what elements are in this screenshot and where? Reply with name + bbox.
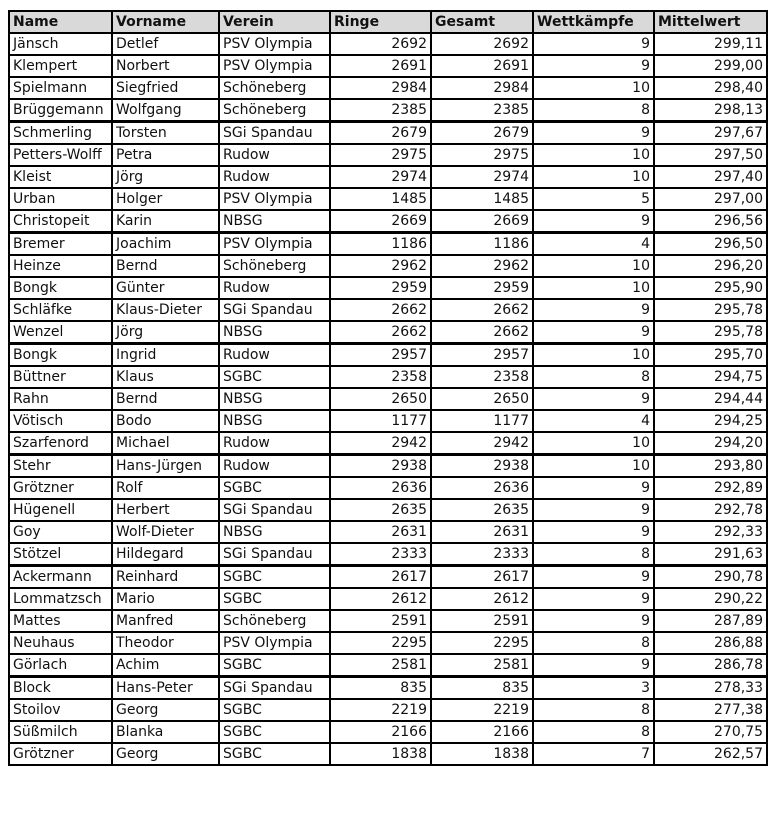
cell-gesamt[interactable]: 2669 [431, 210, 533, 233]
cell-vorname[interactable]: Manfred [112, 610, 219, 632]
table-row [9, 632, 767, 654]
cell-mittelwert[interactable]: 298,40 [654, 77, 767, 99]
cell-vorname[interactable]: Norbert [112, 55, 219, 77]
cell-verein[interactable]: SGBC [219, 477, 330, 499]
cell-vorname[interactable]: Ingrid [112, 344, 219, 367]
table-row [9, 99, 767, 122]
cell-mittelwert[interactable]: 295,78 [654, 299, 767, 321]
cell-ringe[interactable]: 2333 [330, 543, 431, 566]
header-row [9, 11, 767, 33]
cell-ringe[interactable]: 2669 [330, 210, 431, 233]
header-verein[interactable]: Verein [219, 11, 330, 33]
table-row [9, 654, 767, 677]
cell-wettkaempfe[interactable]: 8 [533, 632, 654, 654]
cell-name[interactable]: Spielmann [9, 77, 112, 99]
cell-verein[interactable]: Rudow [219, 432, 330, 455]
cell-ringe[interactable]: 2636 [330, 477, 431, 499]
cell-name[interactable]: Grötzner [9, 477, 112, 499]
cell-mittelwert[interactable]: 294,20 [654, 432, 767, 455]
header-gesamt[interactable]: Gesamt [431, 11, 533, 33]
cell-verein[interactable]: NBSG [219, 521, 330, 543]
cell-name[interactable]: Brüggemann [9, 99, 112, 122]
cell-wettkaempfe[interactable]: 10 [533, 344, 654, 367]
cell-verein[interactable]: SGBC [219, 566, 330, 589]
cell-wettkaempfe[interactable]: 5 [533, 188, 654, 210]
cell-verein[interactable]: SGBC [219, 654, 330, 677]
cell-vorname[interactable]: Herbert [112, 499, 219, 521]
cell-name[interactable]: Büttner [9, 366, 112, 388]
table-row [9, 455, 767, 478]
cell-gesamt[interactable]: 2635 [431, 499, 533, 521]
cell-mittelwert[interactable]: 299,11 [654, 33, 767, 55]
cell-wettkaempfe[interactable]: 9 [533, 477, 654, 499]
cell-gesamt[interactable]: 2295 [431, 632, 533, 654]
cell-name[interactable]: Süßmilch [9, 721, 112, 743]
cell-gesamt[interactable]: 2942 [431, 432, 533, 455]
cell-wettkaempfe[interactable]: 9 [533, 210, 654, 233]
cell-gesamt[interactable]: 2358 [431, 366, 533, 388]
cell-vorname[interactable]: Hans-Peter [112, 677, 219, 700]
cell-vorname[interactable]: Joachim [112, 233, 219, 256]
cell-ringe[interactable]: 2635 [330, 499, 431, 521]
cell-mittelwert[interactable]: 290,22 [654, 588, 767, 610]
cell-mittelwert[interactable]: 294,75 [654, 366, 767, 388]
table-row [9, 166, 767, 188]
cell-gesamt[interactable]: 2631 [431, 521, 533, 543]
cell-gesamt[interactable]: 2662 [431, 321, 533, 344]
cell-name[interactable]: Schmerling [9, 122, 112, 145]
cell-vorname[interactable]: Reinhard [112, 566, 219, 589]
cell-gesamt[interactable]: 1485 [431, 188, 533, 210]
cell-mittelwert[interactable]: 294,25 [654, 410, 767, 432]
cell-ringe[interactable]: 2612 [330, 588, 431, 610]
cell-mittelwert[interactable]: 295,78 [654, 321, 767, 344]
cell-mittelwert[interactable]: 286,78 [654, 654, 767, 677]
cell-gesamt[interactable]: 1186 [431, 233, 533, 256]
table-row [9, 188, 767, 210]
cell-vorname[interactable]: Günter [112, 277, 219, 299]
cell-verein[interactable]: NBSG [219, 210, 330, 233]
cell-name[interactable]: Szarfenord [9, 432, 112, 455]
cell-wettkaempfe[interactable]: 10 [533, 144, 654, 166]
cell-gesamt[interactable]: 2581 [431, 654, 533, 677]
cell-name[interactable]: Klempert [9, 55, 112, 77]
cell-name[interactable]: Stoilov [9, 699, 112, 721]
cell-mittelwert[interactable]: 290,78 [654, 566, 767, 589]
cell-wettkaempfe[interactable]: 9 [533, 654, 654, 677]
cell-mittelwert[interactable]: 287,89 [654, 610, 767, 632]
table-row [9, 366, 767, 388]
cell-wettkaempfe[interactable]: 9 [533, 499, 654, 521]
cell-ringe[interactable]: 2581 [330, 654, 431, 677]
cell-name[interactable]: Bongk [9, 344, 112, 367]
header-mittelwert[interactable]: Mittelwert [654, 11, 767, 33]
cell-wettkaempfe[interactable]: 8 [533, 543, 654, 566]
cell-wettkaempfe[interactable]: 9 [533, 388, 654, 410]
cell-ringe[interactable]: 1485 [330, 188, 431, 210]
cell-mittelwert[interactable]: 298,13 [654, 99, 767, 122]
table-row [9, 388, 767, 410]
cell-mittelwert[interactable]: 292,89 [654, 477, 767, 499]
cell-gesamt[interactable]: 2333 [431, 543, 533, 566]
cell-verein[interactable]: PSV Olympia [219, 632, 330, 654]
cell-wettkaempfe[interactable]: 4 [533, 233, 654, 256]
cell-verein[interactable]: Schöneberg [219, 99, 330, 122]
cell-vorname[interactable]: Wolf-Dieter [112, 521, 219, 543]
header-vorname[interactable]: Vorname [112, 11, 219, 33]
cell-wettkaempfe[interactable]: 9 [533, 33, 654, 55]
table-row [9, 299, 767, 321]
cell-gesamt[interactable]: 2591 [431, 610, 533, 632]
cell-name[interactable]: Christopeit [9, 210, 112, 233]
table-row [9, 277, 767, 299]
cell-wettkaempfe[interactable]: 10 [533, 166, 654, 188]
cell-wettkaempfe[interactable]: 9 [533, 321, 654, 344]
cell-vorname[interactable]: Michael [112, 432, 219, 455]
cell-vorname[interactable]: Georg [112, 699, 219, 721]
cell-vorname[interactable]: Karin [112, 210, 219, 233]
cell-ringe[interactable]: 2650 [330, 388, 431, 410]
cell-vorname[interactable]: Rolf [112, 477, 219, 499]
cell-verein[interactable]: SGBC [219, 721, 330, 743]
cell-verein[interactable]: SGi Spandau [219, 677, 330, 700]
cell-verein[interactable]: Schöneberg [219, 255, 330, 277]
cell-wettkaempfe[interactable]: 8 [533, 721, 654, 743]
cell-verein[interactable]: PSV Olympia [219, 33, 330, 55]
cell-ringe[interactable]: 2959 [330, 277, 431, 299]
cell-mittelwert[interactable]: 277,38 [654, 699, 767, 721]
cell-gesamt[interactable]: 2959 [431, 277, 533, 299]
cell-name[interactable]: Wenzel [9, 321, 112, 344]
cell-mittelwert[interactable]: 270,75 [654, 721, 767, 743]
cell-wettkaempfe[interactable]: 9 [533, 299, 654, 321]
cell-vorname[interactable]: Bodo [112, 410, 219, 432]
cell-ringe[interactable]: 2219 [330, 699, 431, 721]
cell-wettkaempfe[interactable]: 3 [533, 677, 654, 700]
table-row [9, 344, 767, 367]
cell-gesamt[interactable]: 2385 [431, 99, 533, 122]
table-row [9, 233, 767, 256]
cell-vorname[interactable]: Mario [112, 588, 219, 610]
cell-name[interactable]: Stehr [9, 455, 112, 478]
cell-gesamt[interactable]: 2957 [431, 344, 533, 367]
cell-vorname[interactable]: Achim [112, 654, 219, 677]
table-row [9, 721, 767, 743]
cell-name[interactable]: Bremer [9, 233, 112, 256]
table-row [9, 55, 767, 77]
table-row [9, 122, 767, 145]
cell-wettkaempfe[interactable]: 9 [533, 588, 654, 610]
cell-verein[interactable]: Rudow [219, 144, 330, 166]
cell-vorname[interactable]: Detlef [112, 33, 219, 55]
cell-ringe[interactable]: 2938 [330, 455, 431, 478]
cell-gesamt[interactable]: 1177 [431, 410, 533, 432]
cell-gesamt[interactable]: 2962 [431, 255, 533, 277]
cell-name[interactable]: Heinze [9, 255, 112, 277]
cell-name[interactable]: Grötzner [9, 743, 112, 765]
table-row [9, 699, 767, 721]
cell-name[interactable]: Vötisch [9, 410, 112, 432]
cell-mittelwert[interactable]: 297,40 [654, 166, 767, 188]
cell-wettkaempfe[interactable]: 10 [533, 432, 654, 455]
cell-ringe[interactable]: 835 [330, 677, 431, 700]
cell-vorname[interactable]: Jörg [112, 166, 219, 188]
cell-verein[interactable]: PSV Olympia [219, 55, 330, 77]
cell-vorname[interactable]: Torsten [112, 122, 219, 145]
table-row [9, 743, 767, 765]
results-table [8, 10, 768, 766]
cell-ringe[interactable]: 2662 [330, 299, 431, 321]
cell-vorname[interactable]: Theodor [112, 632, 219, 654]
cell-gesamt[interactable]: 2612 [431, 588, 533, 610]
cell-gesamt[interactable]: 2984 [431, 77, 533, 99]
cell-gesamt[interactable]: 2691 [431, 55, 533, 77]
table-row [9, 33, 767, 55]
cell-name[interactable]: Ackermann [9, 566, 112, 589]
cell-gesamt[interactable]: 2219 [431, 699, 533, 721]
cell-name[interactable]: Schläfke [9, 299, 112, 321]
cell-vorname[interactable]: Hildegard [112, 543, 219, 566]
cell-ringe[interactable]: 2692 [330, 33, 431, 55]
cell-ringe[interactable]: 2679 [330, 122, 431, 145]
cell-vorname[interactable]: Jörg [112, 321, 219, 344]
cell-wettkaempfe[interactable]: 8 [533, 699, 654, 721]
cell-mittelwert[interactable]: 297,67 [654, 122, 767, 145]
table-row [9, 610, 767, 632]
cell-wettkaempfe[interactable]: 9 [533, 566, 654, 589]
cell-vorname[interactable]: Bernd [112, 388, 219, 410]
cell-wettkaempfe[interactable]: 10 [533, 255, 654, 277]
table-body [9, 33, 767, 765]
cell-mittelwert[interactable]: 295,70 [654, 344, 767, 367]
cell-wettkaempfe[interactable]: 10 [533, 277, 654, 299]
cell-mittelwert[interactable]: 299,00 [654, 55, 767, 77]
cell-ringe[interactable]: 2166 [330, 721, 431, 743]
cell-mittelwert[interactable]: 296,20 [654, 255, 767, 277]
table-row [9, 210, 767, 233]
cell-ringe[interactable]: 1177 [330, 410, 431, 432]
cell-mittelwert[interactable]: 262,57 [654, 743, 767, 765]
table-row [9, 410, 767, 432]
table-row [9, 521, 767, 543]
cell-ringe[interactable]: 2957 [330, 344, 431, 367]
cell-gesamt[interactable]: 835 [431, 677, 533, 700]
cell-wettkaempfe[interactable]: 9 [533, 610, 654, 632]
cell-name[interactable]: Urban [9, 188, 112, 210]
cell-mittelwert[interactable]: 291,63 [654, 543, 767, 566]
cell-gesamt[interactable]: 2692 [431, 33, 533, 55]
cell-verein[interactable]: NBSG [219, 321, 330, 344]
cell-verein[interactable]: SGBC [219, 366, 330, 388]
cell-wettkaempfe[interactable]: 8 [533, 366, 654, 388]
cell-mittelwert[interactable]: 292,78 [654, 499, 767, 521]
cell-wettkaempfe[interactable]: 9 [533, 55, 654, 77]
table-row [9, 144, 767, 166]
cell-vorname[interactable]: Wolfgang [112, 99, 219, 122]
cell-mittelwert[interactable]: 296,56 [654, 210, 767, 233]
cell-gesamt[interactable]: 2679 [431, 122, 533, 145]
cell-ringe[interactable]: 2984 [330, 77, 431, 99]
cell-gesamt[interactable]: 2662 [431, 299, 533, 321]
cell-ringe[interactable]: 2662 [330, 321, 431, 344]
cell-verein[interactable]: SGBC [219, 743, 330, 765]
cell-mittelwert[interactable]: 294,44 [654, 388, 767, 410]
cell-vorname[interactable]: Georg [112, 743, 219, 765]
table-row [9, 77, 767, 99]
cell-ringe[interactable]: 1838 [330, 743, 431, 765]
cell-ringe[interactable]: 2295 [330, 632, 431, 654]
table-row [9, 588, 767, 610]
cell-ringe[interactable]: 2975 [330, 144, 431, 166]
cell-name[interactable]: Rahn [9, 388, 112, 410]
table-row [9, 677, 767, 700]
cell-name[interactable]: Bongk [9, 277, 112, 299]
cell-ringe[interactable]: 2942 [330, 432, 431, 455]
cell-gesamt[interactable]: 2650 [431, 388, 533, 410]
cell-wettkaempfe[interactable]: 10 [533, 455, 654, 478]
cell-ringe[interactable]: 2962 [330, 255, 431, 277]
cell-mittelwert[interactable]: 293,80 [654, 455, 767, 478]
cell-name[interactable]: Görlach [9, 654, 112, 677]
cell-ringe[interactable]: 2385 [330, 99, 431, 122]
table-row [9, 477, 767, 499]
cell-wettkaempfe[interactable]: 4 [533, 410, 654, 432]
cell-verein[interactable]: PSV Olympia [219, 233, 330, 256]
cell-name[interactable]: Mattes [9, 610, 112, 632]
table-row [9, 321, 767, 344]
cell-vorname[interactable]: Klaus-Dieter [112, 299, 219, 321]
cell-verein[interactable]: NBSG [219, 388, 330, 410]
cell-gesamt[interactable]: 2617 [431, 566, 533, 589]
cell-vorname[interactable]: Blanka [112, 721, 219, 743]
cell-mittelwert[interactable]: 292,33 [654, 521, 767, 543]
cell-name[interactable]: Jänsch [9, 33, 112, 55]
header-wettkaempfe[interactable]: Wettkämpfe [533, 11, 654, 33]
cell-wettkaempfe[interactable]: 7 [533, 743, 654, 765]
cell-verein[interactable]: PSV Olympia [219, 188, 330, 210]
cell-ringe[interactable]: 2617 [330, 566, 431, 589]
cell-vorname[interactable]: Petra [112, 144, 219, 166]
cell-wettkaempfe[interactable]: 9 [533, 122, 654, 145]
cell-gesamt[interactable]: 1838 [431, 743, 533, 765]
cell-wettkaempfe[interactable]: 10 [533, 77, 654, 99]
cell-name[interactable]: Block [9, 677, 112, 700]
cell-gesamt[interactable]: 2166 [431, 721, 533, 743]
cell-mittelwert[interactable]: 297,50 [654, 144, 767, 166]
cell-wettkaempfe[interactable]: 9 [533, 521, 654, 543]
table-row [9, 566, 767, 589]
cell-mittelwert[interactable]: 278,33 [654, 677, 767, 700]
header-ringe[interactable]: Ringe [330, 11, 431, 33]
cell-verein[interactable]: SGi Spandau [219, 299, 330, 321]
cell-verein[interactable]: SGBC [219, 588, 330, 610]
header-name[interactable]: Name [9, 11, 112, 33]
cell-verein[interactable]: SGi Spandau [219, 122, 330, 145]
cell-name[interactable]: Neuhaus [9, 632, 112, 654]
cell-name[interactable]: Goy [9, 521, 112, 543]
cell-vorname[interactable]: Bernd [112, 255, 219, 277]
cell-vorname[interactable]: Siegfried [112, 77, 219, 99]
cell-verein[interactable]: NBSG [219, 410, 330, 432]
table-row [9, 543, 767, 566]
cell-verein[interactable]: Schöneberg [219, 77, 330, 99]
cell-name[interactable]: Stötzel [9, 543, 112, 566]
table-row [9, 255, 767, 277]
cell-ringe[interactable]: 2691 [330, 55, 431, 77]
cell-vorname[interactable]: Klaus [112, 366, 219, 388]
cell-wettkaempfe[interactable]: 8 [533, 99, 654, 122]
cell-verein[interactable]: Rudow [219, 344, 330, 367]
cell-gesamt[interactable]: 2975 [431, 144, 533, 166]
cell-verein[interactable]: Rudow [219, 277, 330, 299]
cell-mittelwert[interactable]: 286,88 [654, 632, 767, 654]
cell-name[interactable]: Lommatzsch [9, 588, 112, 610]
cell-mittelwert[interactable]: 295,90 [654, 277, 767, 299]
cell-gesamt[interactable]: 2938 [431, 455, 533, 478]
cell-verein[interactable]: Rudow [219, 166, 330, 188]
cell-name[interactable]: Petters-Wolff [9, 144, 112, 166]
cell-verein[interactable]: SGBC [219, 699, 330, 721]
cell-gesamt[interactable]: 2636 [431, 477, 533, 499]
cell-mittelwert[interactable]: 296,50 [654, 233, 767, 256]
cell-vorname[interactable]: Holger [112, 188, 219, 210]
cell-ringe[interactable]: 2631 [330, 521, 431, 543]
cell-ringe[interactable]: 2591 [330, 610, 431, 632]
cell-gesamt[interactable]: 2974 [431, 166, 533, 188]
cell-name[interactable]: Hügenell [9, 499, 112, 521]
cell-ringe[interactable]: 2974 [330, 166, 431, 188]
cell-name[interactable]: Kleist [9, 166, 112, 188]
table-row [9, 499, 767, 521]
table-row [9, 432, 767, 455]
cell-mittelwert[interactable]: 297,00 [654, 188, 767, 210]
cell-verein[interactable]: Schöneberg [219, 610, 330, 632]
cell-verein[interactable]: Rudow [219, 455, 330, 478]
cell-ringe[interactable]: 2358 [330, 366, 431, 388]
cell-verein[interactable]: SGi Spandau [219, 499, 330, 521]
cell-verein[interactable]: SGi Spandau [219, 543, 330, 566]
cell-ringe[interactable]: 1186 [330, 233, 431, 256]
cell-vorname[interactable]: Hans-Jürgen [112, 455, 219, 478]
